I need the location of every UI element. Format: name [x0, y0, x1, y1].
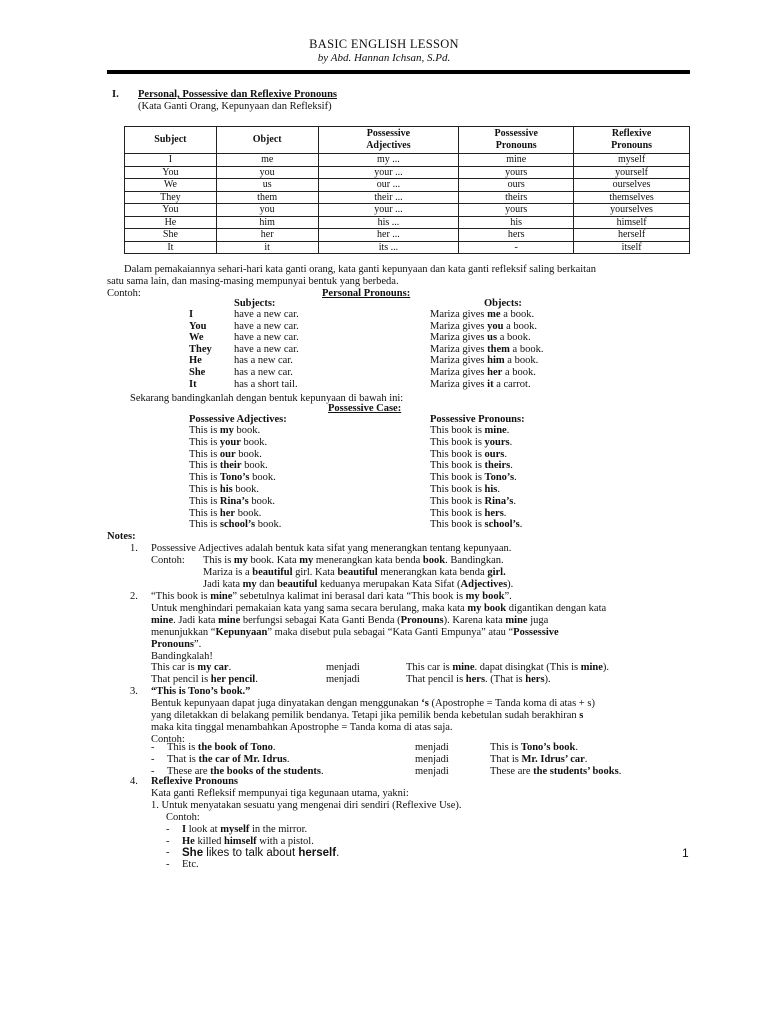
note2-line-5: Pronouns”. — [151, 639, 202, 650]
object-sentence — [430, 321, 537, 333]
table-cell: ourselves — [574, 179, 690, 192]
sentence-text: This is — [189, 436, 220, 448]
table-row — [125, 166, 690, 179]
object-text: a book. — [502, 367, 536, 378]
possessive-adjective: our — [219, 448, 236, 460]
subject-sentence: has a new car. — [234, 355, 293, 367]
sentence-text: . — [519, 519, 523, 531]
object-pronoun: it — [487, 378, 494, 390]
table-header-cell: Subject — [125, 127, 217, 154]
table-cell: its ... — [318, 241, 459, 254]
note3-title: “This is Tono’s book.” — [151, 686, 251, 697]
section-title: Personal, Possessive dan Reflexive Pronouns — [138, 89, 338, 100]
object-text: Mariza gives — [430, 309, 488, 320]
table-cell: his — [459, 216, 574, 229]
possessive-adjective-sentence — [189, 484, 259, 496]
object-text: a carrot. — [493, 378, 531, 390]
object-text: a book. — [504, 355, 539, 367]
table-cell: We — [125, 179, 217, 192]
sentence-text: . — [618, 766, 622, 777]
sentence-text: . — [514, 472, 517, 484]
note2-line-6: Bandingkalah! — [151, 651, 213, 662]
sentence-text: This book is — [430, 448, 485, 460]
object-pronoun: him — [487, 355, 505, 367]
possessive-pronoun: yours — [484, 436, 510, 448]
bold-phrase: the students’ books — [533, 766, 619, 777]
bold-phrase: the books of the students — [210, 766, 321, 777]
note4-line-1: Kata ganti Refleksif mempunyai tiga kegunaan utama, yakni: — [151, 788, 409, 799]
dash: - — [151, 742, 155, 753]
note1-example-2: Mariza is a beautiful girl. Kata beautiful menerangkan kata benda girl. — [203, 567, 506, 578]
reflexive-example-2: He killed himself with a pistol. — [182, 836, 314, 847]
possessive-adjective-sentence — [189, 425, 260, 437]
table-row — [125, 241, 690, 254]
table-cell: your ... — [318, 204, 459, 217]
note3-example-right — [490, 766, 621, 778]
table-cell: ours — [459, 179, 574, 192]
sentence-text: This is — [490, 742, 521, 753]
table-cell: her ... — [318, 229, 459, 242]
table-row — [125, 179, 690, 192]
note4-line-2: 1. Untuk menyatakan sesuatu yang mengenai diri sendiri (Reflexive Use). — [151, 800, 462, 811]
possessive-pronoun-sentence — [430, 472, 517, 484]
subject-pronoun: I — [189, 309, 194, 320]
sentence-text: This book is — [430, 507, 485, 519]
intro-line-1: Dalam pemakaiannya sehari-hari kata ganti orang, kata ganti kepunyaan dan kata ganti refleksif saling berkaitan — [124, 264, 597, 275]
sentence-text: That is — [167, 754, 199, 765]
possessive-pronoun-sentence — [430, 508, 506, 520]
menjadi-label: menjadi — [415, 754, 449, 765]
table-cell: you — [216, 166, 318, 179]
table-cell: it — [216, 241, 318, 254]
table-cell: You — [125, 204, 217, 217]
table-cell: us — [216, 179, 318, 192]
sentence-text: . — [321, 766, 324, 777]
table-row — [125, 204, 690, 217]
object-pronoun: me — [487, 309, 501, 320]
sentence-text: This is — [189, 484, 220, 495]
sentence-text: This book is — [430, 436, 485, 448]
object-pronoun: her — [487, 367, 503, 378]
table-header-cell: Object — [216, 127, 318, 154]
dash: - — [151, 754, 155, 765]
table-cell: It — [125, 241, 217, 254]
object-pronoun: you — [487, 320, 504, 332]
table-header-cell — [318, 127, 459, 154]
object-sentence — [430, 379, 531, 391]
possessive-adjective-sentence — [189, 519, 281, 531]
possessive-pronoun: school’s — [484, 519, 520, 531]
object-text: Mariza gives — [430, 332, 488, 344]
possessive-adjective: your — [219, 436, 241, 448]
subject-sentence: has a short tail. — [234, 378, 298, 390]
section-subtitle: (Kata Ganti Orang, Kepunyaan dan Refleksif) — [138, 101, 332, 112]
table-cell: yours — [459, 166, 574, 179]
subject-pronoun: She — [189, 367, 206, 378]
bold-phrase: the book of Tono — [197, 742, 273, 753]
possessive-pronoun: Tono’s — [484, 472, 515, 484]
contoh-label: Contoh: — [107, 288, 141, 299]
object-text: Mariza gives — [430, 367, 488, 378]
possessive-case-heading: Possessive Case: — [328, 403, 402, 414]
table-cell: her — [216, 229, 318, 242]
sentence-text: This is — [189, 460, 220, 472]
note2-line-2: Untuk menghindari pemakaian kata yang sama secara berulang, maka kata my book digantikan dengan kata — [151, 603, 607, 614]
possessive-adjective-sentence — [189, 460, 268, 472]
header-text: Possessive Pronouns — [494, 128, 538, 151]
sentence-text: book. — [255, 519, 282, 531]
reflexive-example-3: She likes to talk about herself. — [182, 847, 340, 859]
table-row — [125, 191, 690, 204]
possessive-adjective: Rina’s — [219, 495, 249, 507]
sentence-text: This is — [167, 742, 198, 753]
sentence-text: . — [510, 460, 513, 472]
table-cell: myself — [574, 154, 690, 167]
object-text: Mariza gives — [430, 343, 488, 355]
menjadi-label: menjadi — [326, 662, 360, 673]
subject-pronoun: They — [189, 343, 212, 355]
table-cell: theirs — [459, 191, 574, 204]
sentence-text: book. — [241, 460, 268, 472]
table-cell: You — [125, 166, 217, 179]
note3-contoh: Contoh: — [151, 734, 185, 745]
possessive-adjectives-label: Possessive Adjectives: — [189, 414, 287, 425]
possessive-pronoun: his — [484, 484, 498, 495]
table-row — [125, 154, 690, 167]
subject-pronoun: You — [189, 320, 207, 332]
possessive-pronouns-label: Possessive Pronouns: — [430, 414, 525, 425]
subject-sentence: has a new car. — [234, 367, 293, 378]
note-number: 3. — [130, 686, 138, 697]
menjadi-label: menjadi — [326, 674, 360, 685]
note3-line-2: yang diletakkan di belakang pemilik bendanya. Tetapi jika pemilik benda kebetulan sudah berakhiran s — [151, 710, 584, 721]
sentence-text: This book is — [430, 460, 485, 472]
sentence-text: This is — [189, 519, 220, 531]
sentence-text: This is — [189, 507, 220, 519]
reflexive-example-etc: Etc. — [182, 859, 199, 870]
object-text: Mariza gives — [430, 355, 488, 367]
table-cell: - — [459, 241, 574, 254]
menjadi-label: menjadi — [415, 742, 449, 753]
table-cell: themselves — [574, 191, 690, 204]
table-cell: our ... — [318, 179, 459, 192]
sentence-text: book. — [249, 472, 276, 484]
note3-example-left — [167, 754, 290, 766]
note3-line-1: Bentuk kepunyaan dapat juga dinyatakan dengan menggunakan ‘s (Apostrophe = Tanda koma di atas + s) — [151, 698, 595, 709]
pronoun-table — [124, 126, 690, 254]
header-rule — [107, 70, 690, 74]
dash: - — [151, 766, 155, 777]
object-pronoun: them — [487, 343, 510, 355]
sentence-text: book. — [235, 448, 262, 460]
table-cell: them — [216, 191, 318, 204]
possessive-pronoun: ours — [484, 448, 505, 460]
table-header-cell — [459, 127, 574, 154]
possessive-adjective: Tono’s — [219, 472, 250, 484]
note2-compare-1-left: This car is my car. — [151, 662, 232, 673]
note2-line-4: menunjukkan “Kepunyaan” maka disebut pula sebagai “Kata Ganti Empunya” atau “Possessive — [151, 627, 559, 638]
dash: - — [166, 847, 170, 858]
reflexive-example-1: I look at myself in the mirror. — [182, 824, 308, 835]
dash: - — [166, 836, 170, 847]
sentence-text: . — [272, 742, 276, 753]
table-cell: him — [216, 216, 318, 229]
notes-label: Notes: — [107, 531, 136, 542]
objects-label: Objects: — [484, 298, 522, 309]
note-number: 2. — [130, 591, 138, 602]
bold-phrase: Tono’s book — [520, 742, 576, 753]
note2-compare-1-right: This car is mine. dapat disingkat (This is mine). — [406, 662, 609, 673]
possessive-pronoun-sentence — [430, 496, 516, 508]
possessive-pronoun: mine — [484, 425, 507, 436]
sentence-text: This book is — [430, 425, 485, 436]
sentence-text: book. — [232, 484, 260, 495]
sentence-text: . — [575, 742, 578, 753]
subject-sentence: have a new car. — [234, 332, 299, 344]
possessive-pronoun: Rina’s — [484, 495, 514, 507]
table-cell: They — [125, 191, 217, 204]
document-title: BASIC ENGLISH LESSON — [309, 37, 459, 51]
possessive-adjective-sentence — [189, 449, 262, 461]
sentence-text: This is — [189, 448, 220, 460]
possessive-pronoun-sentence — [430, 449, 507, 461]
note2-line-3: mine. Jadi kata mine berfungsi sebagai Kata Ganti Benda (Pronouns). Karena kata mine juga — [151, 615, 549, 626]
table-cell: yours — [459, 204, 574, 217]
possessive-pronoun-sentence — [430, 425, 509, 437]
sentence-text: These are — [167, 766, 211, 777]
possessive-pronoun-sentence — [430, 519, 522, 531]
possessive-adjective: their — [219, 460, 242, 472]
note3-example-right — [490, 754, 587, 766]
sentence-text: This is — [189, 472, 220, 484]
table-cell: their ... — [318, 191, 459, 204]
possessive-adjective-sentence — [189, 437, 267, 449]
object-text: a book. — [509, 343, 544, 355]
sentence-text: . — [506, 425, 510, 436]
note1-example-3: Jadi kata my dan beautiful keduanya merupakan Kata Sifat (Adjectives). — [203, 579, 514, 590]
subject-sentence: have a new car. — [234, 343, 299, 355]
sentence-text: This book is — [430, 519, 485, 531]
table-cell: I — [125, 154, 217, 167]
sentence-text: . — [509, 436, 513, 448]
object-text: a book. — [500, 309, 535, 320]
subject-sentence: have a new car. — [234, 320, 299, 332]
table-header-row — [125, 127, 690, 154]
object-text: Mariza gives — [430, 320, 488, 332]
menjadi-label: menjadi — [415, 766, 449, 777]
object-sentence — [430, 355, 538, 367]
possessive-adjective-sentence — [189, 472, 276, 484]
subject-pronoun: It — [189, 378, 197, 390]
subject-pronoun: He — [189, 355, 202, 367]
compare-line: Sekarang bandingkanlah dengan bentuk kepunyaan di bawah ini: — [130, 393, 404, 404]
note1-example-1: This is my book. Kata my menerangkan kata benda book. Bandingkan. — [203, 555, 504, 566]
dash: - — [166, 824, 170, 835]
table-row — [125, 216, 690, 229]
table-cell: your ... — [318, 166, 459, 179]
sentence-text: That is — [490, 754, 522, 765]
table-cell: yourselves — [574, 204, 690, 217]
sentence-text: This book is — [430, 484, 485, 495]
sentence-text: This is — [189, 425, 220, 436]
table-cell: He — [125, 216, 217, 229]
possessive-adjective: his — [219, 484, 233, 495]
table-cell: me — [216, 154, 318, 167]
sentence-text: . — [504, 448, 508, 460]
subject-pronoun: We — [189, 332, 204, 344]
subjects-label: Subjects: — [234, 298, 276, 309]
sentence-text: . — [584, 754, 588, 765]
note2-compare-2-left: That pencil is her pencil. — [151, 674, 258, 685]
sentence-text: book. — [235, 507, 262, 519]
table-cell: my ... — [318, 154, 459, 167]
possessive-pronoun-sentence — [430, 437, 512, 449]
note3-line-3: maka kita tinggal menambahkan Apostrophe = Tanda koma di atas saja. — [151, 722, 453, 733]
sentence-text: This is — [189, 495, 220, 507]
table-cell: you — [216, 204, 318, 217]
sentence-text: book. — [248, 495, 275, 507]
possessive-pronoun: hers — [484, 507, 504, 519]
table-cell: his ... — [318, 216, 459, 229]
possessive-adjective: school’s — [219, 519, 256, 531]
possessive-adjective-sentence — [189, 508, 261, 520]
bold-phrase: the car of Mr. Idrus — [198, 754, 287, 765]
table-cell: mine — [459, 154, 574, 167]
table-row — [125, 229, 690, 242]
object-text: a book. — [497, 332, 531, 344]
sentence-text: . — [286, 754, 290, 765]
table-cell: himself — [574, 216, 690, 229]
intro-line-2: satu sama lain, dan masing-masing mempunyai bentuk yang berbeda. — [107, 276, 399, 287]
possessive-adjective-sentence — [189, 496, 275, 508]
document-author: by Abd. Hannan Ichsan, S.Pd. — [317, 52, 451, 64]
note3-example-left — [167, 742, 276, 754]
table-header-cell — [574, 127, 690, 154]
sentence-text: . — [497, 484, 501, 495]
note1-text: Possessive Adjectives adalah bentuk kata sifat yang menerangkan tentang kepunyaan. — [151, 543, 512, 554]
header-text: Possessive Adjectives — [366, 128, 411, 151]
object-sentence — [430, 367, 536, 379]
sentence-text: This book is — [430, 472, 485, 484]
table-cell: herself — [574, 229, 690, 242]
section-number: I. — [112, 89, 119, 100]
object-pronoun: us — [487, 332, 498, 344]
object-sentence — [430, 332, 531, 344]
possessive-adjective: her — [219, 507, 236, 519]
table-cell: hers — [459, 229, 574, 242]
note4-contoh: Contoh: — [166, 812, 200, 823]
sentence-text: . — [503, 507, 507, 519]
object-text: Mariza gives — [430, 378, 488, 390]
note1-contoh: Contoh: — [151, 555, 185, 566]
possessive-pronoun-sentence — [430, 484, 500, 496]
object-text: a book. — [503, 320, 538, 332]
table-cell: She — [125, 229, 217, 242]
sentence-text: . — [513, 495, 516, 507]
possessive-pronoun-sentence — [430, 460, 513, 472]
header-text: Reflexive Pronouns — [611, 128, 653, 151]
sentence-text: This book is — [430, 495, 485, 507]
note-number: 4. — [130, 776, 138, 787]
object-sentence — [430, 309, 534, 321]
sentence-text: book. — [233, 425, 261, 436]
note3-example-right — [490, 742, 578, 754]
bold-phrase: Mr. Idrus’ car — [521, 754, 585, 765]
note2-line-1: “This book is mine” sebetulnya kalimat ini berasal dari kata “This book is my book”. — [151, 591, 512, 602]
note-number: 1. — [130, 543, 138, 554]
possessive-adjective: my — [219, 425, 234, 436]
possessive-pronoun: theirs — [484, 460, 511, 472]
sentence-text: book. — [240, 436, 268, 448]
subject-sentence: have a new car. — [234, 309, 299, 320]
dash: - — [166, 859, 170, 870]
object-sentence — [430, 344, 543, 356]
sentence-text: These are — [490, 766, 534, 777]
note2-compare-2-right: That pencil is hers. (That is hers). — [406, 674, 551, 685]
page-number: 1 — [682, 846, 689, 860]
table-cell: yourself — [574, 166, 690, 179]
note4-title: Reflexive Pronouns — [151, 776, 239, 787]
personal-pronouns-heading: Personal Pronouns: — [322, 288, 411, 299]
table-cell: itself — [574, 241, 690, 254]
